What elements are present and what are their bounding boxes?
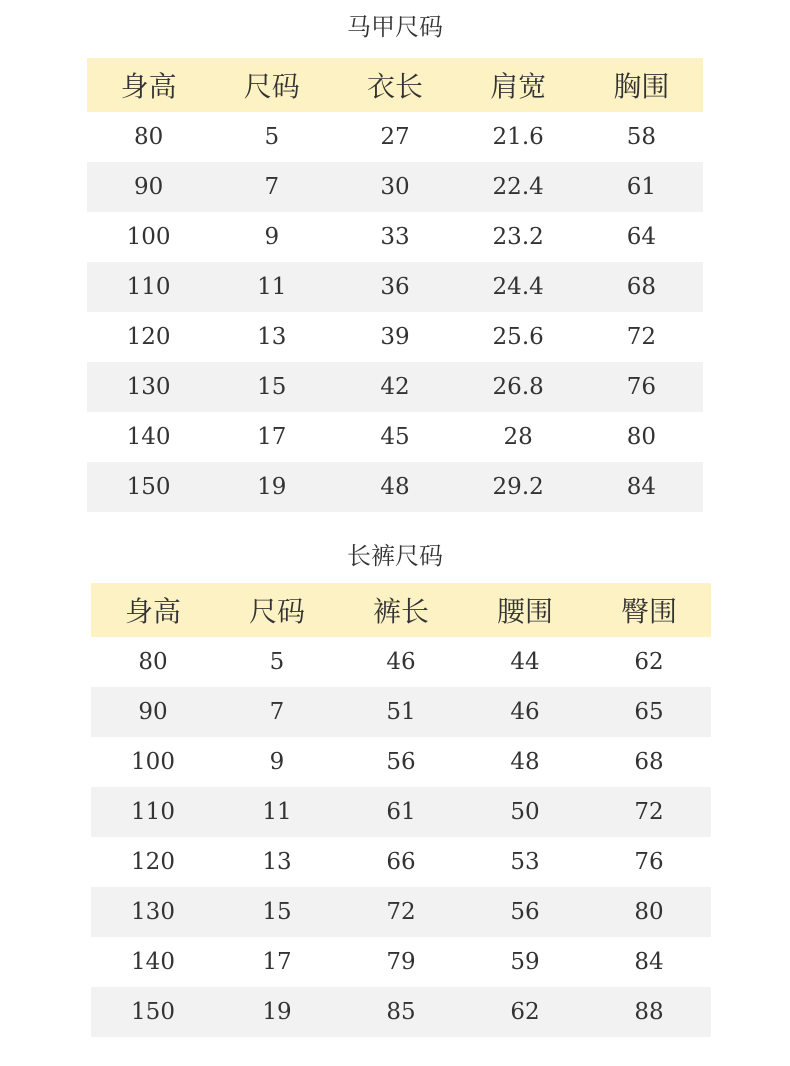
- table-cell: 30: [333, 162, 456, 212]
- table-cell: 64: [580, 212, 703, 262]
- table-row: [91, 637, 711, 687]
- table-row: [87, 312, 703, 362]
- table-row: [91, 737, 711, 787]
- table-cell: 130: [87, 362, 210, 412]
- table-cell: 130: [91, 887, 215, 937]
- header-chest: 胸围: [580, 58, 703, 112]
- table-cell: 26.8: [457, 362, 580, 412]
- table-cell: 62: [587, 637, 711, 687]
- table-cell: 9: [210, 212, 333, 262]
- table-cell: 21.6: [457, 112, 580, 162]
- table-cell: 110: [87, 262, 210, 312]
- table-cell: 76: [587, 837, 711, 887]
- table-cell: 5: [210, 112, 333, 162]
- table-cell: 84: [580, 462, 703, 512]
- table-cell: 65: [587, 687, 711, 737]
- table-row: [87, 212, 703, 262]
- table-cell: 79: [339, 937, 463, 987]
- table-cell: 45: [333, 412, 456, 462]
- pants-size-table: [91, 583, 711, 1037]
- table-cell: 85: [339, 987, 463, 1037]
- table-row: [87, 412, 703, 462]
- table-cell: 61: [339, 787, 463, 837]
- table-cell: 46: [463, 687, 587, 737]
- table-cell: 11: [210, 262, 333, 312]
- vest-size-table: [87, 58, 703, 512]
- pants-size-title: 长裤尺码: [347, 542, 443, 570]
- table-cell: 46: [339, 637, 463, 687]
- table-row: [91, 937, 711, 987]
- table-cell: 42: [333, 362, 456, 412]
- table-cell: 80: [91, 637, 215, 687]
- table-cell: 150: [91, 987, 215, 1037]
- vest-size-title: 马甲尺码: [347, 13, 443, 41]
- table-cell: 120: [87, 312, 210, 362]
- header-pants-length: 裤长: [339, 583, 463, 637]
- table-cell: 53: [463, 837, 587, 887]
- table-row: [87, 462, 703, 512]
- table-cell: 7: [210, 162, 333, 212]
- table-cell: 80: [580, 412, 703, 462]
- header-hip: 臀围: [587, 583, 711, 637]
- table-cell: 15: [210, 362, 333, 412]
- table-cell: 120: [91, 837, 215, 887]
- table-cell: 13: [215, 837, 339, 887]
- header-height: 身高: [91, 583, 215, 637]
- table-row: [91, 837, 711, 887]
- table-cell: 17: [210, 412, 333, 462]
- table-cell: 11: [215, 787, 339, 837]
- header-waist: 腰围: [463, 583, 587, 637]
- table-cell: 80: [87, 112, 210, 162]
- table-row: [87, 262, 703, 312]
- table-cell: 140: [91, 937, 215, 987]
- header-height: 身高: [87, 58, 210, 112]
- table-cell: 9: [215, 737, 339, 787]
- table-cell: 76: [580, 362, 703, 412]
- table-cell: 19: [210, 462, 333, 512]
- table-cell: 29.2: [457, 462, 580, 512]
- table-cell: 90: [91, 687, 215, 737]
- table-cell: 39: [333, 312, 456, 362]
- table-cell: 28: [457, 412, 580, 462]
- table-cell: 50: [463, 787, 587, 837]
- table-cell: 23.2: [457, 212, 580, 262]
- table-row: [87, 162, 703, 212]
- table-cell: 24.4: [457, 262, 580, 312]
- table-cell: 68: [587, 737, 711, 787]
- table-row: [87, 112, 703, 162]
- table-cell: 36: [333, 262, 456, 312]
- table-cell: 48: [333, 462, 456, 512]
- table-cell: 88: [587, 987, 711, 1037]
- table-cell: 59: [463, 937, 587, 987]
- table-cell: 48: [463, 737, 587, 787]
- header-length: 衣长: [333, 58, 456, 112]
- table-row: [91, 787, 711, 837]
- table-cell: 100: [91, 737, 215, 787]
- table-cell: 140: [87, 412, 210, 462]
- table-cell: 56: [463, 887, 587, 937]
- table-cell: 7: [215, 687, 339, 737]
- table-header-row: [87, 58, 703, 112]
- table-header-row: [91, 583, 711, 637]
- table-cell: 27: [333, 112, 456, 162]
- header-size: 尺码: [210, 58, 333, 112]
- table-cell: 51: [339, 687, 463, 737]
- table-cell: 61: [580, 162, 703, 212]
- table-cell: 5: [215, 637, 339, 687]
- table-cell: 66: [339, 837, 463, 887]
- table-cell: 33: [333, 212, 456, 262]
- table-cell: 56: [339, 737, 463, 787]
- table-row: [91, 887, 711, 937]
- header-size: 尺码: [215, 583, 339, 637]
- table-cell: 100: [87, 212, 210, 262]
- table-row: [87, 362, 703, 412]
- table-cell: 72: [587, 787, 711, 837]
- table-cell: 150: [87, 462, 210, 512]
- table-cell: 13: [210, 312, 333, 362]
- table-cell: 15: [215, 887, 339, 937]
- table-cell: 44: [463, 637, 587, 687]
- header-shoulder: 肩宽: [457, 58, 580, 112]
- table-cell: 90: [87, 162, 210, 212]
- table-cell: 17: [215, 937, 339, 987]
- table-row: [91, 687, 711, 737]
- table-cell: 58: [580, 112, 703, 162]
- table-cell: 80: [587, 887, 711, 937]
- table-cell: 19: [215, 987, 339, 1037]
- table-cell: 110: [91, 787, 215, 837]
- table-cell: 84: [587, 937, 711, 987]
- table-cell: 25.6: [457, 312, 580, 362]
- table-cell: 68: [580, 262, 703, 312]
- table-cell: 22.4: [457, 162, 580, 212]
- table-row: [91, 987, 711, 1037]
- table-cell: 72: [580, 312, 703, 362]
- table-cell: 62: [463, 987, 587, 1037]
- table-cell: 72: [339, 887, 463, 937]
